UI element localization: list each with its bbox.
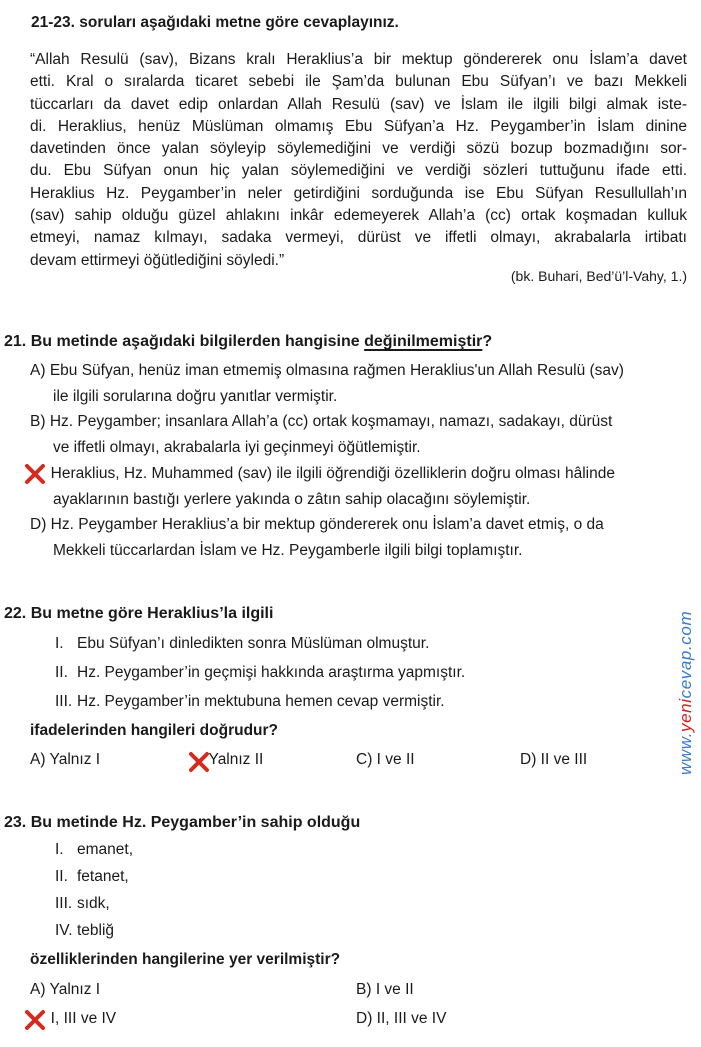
q21-option-c[interactable] xyxy=(30,461,690,512)
passage-line: di. Heraklius, henüz Müslüman olmamış Ebu Süfyan’a Hz. Peygamber’in İslam dinine xyxy=(30,117,687,135)
site-watermark xyxy=(676,611,696,775)
option-text: ile ilgili sorularına doğru yanıtlar vermiştir. xyxy=(53,387,338,405)
passage-source: (bk. Buhari, Bed’ü’l-Vahy, 1.) xyxy=(510,268,687,284)
q23-option-d[interactable] xyxy=(356,1010,446,1028)
passage-line: devam ettirmeyi öğütlediğini söyledi.” xyxy=(30,251,285,269)
statement-text: emanet, xyxy=(77,841,134,858)
statement-roman: IV. xyxy=(55,922,73,939)
question-number: 22. xyxy=(4,605,27,622)
statement-text: Hz. Peygamber’in geçmişi hakkında araştırma yapmıştır. xyxy=(77,664,466,681)
question-23-stem xyxy=(4,814,360,832)
statement-text: Ebu Süfyan’ı dinledikten sonra Müslüman olmuştur. xyxy=(77,635,430,652)
option-text: Yalnız I xyxy=(49,751,101,768)
q22-statement xyxy=(55,635,429,653)
option-letter: A) xyxy=(30,981,46,998)
statement-roman: II. xyxy=(55,664,68,681)
section-instruction: 21-23. soruları aşağıdaki metne göre cevaplayınız. xyxy=(31,14,399,31)
selected-answer-cross-icon xyxy=(188,751,210,773)
option-letter: B) xyxy=(30,413,46,430)
q21-option-d[interactable] xyxy=(30,512,690,563)
passage-line: etmeyi, namaz kılmayı, sadaka vermeyi, dürüst ve iffetli olmayı, akrabalarla irtibatı xyxy=(30,229,687,247)
statement-roman: I. xyxy=(55,635,64,652)
passage-line: Heraklius Hz. Peygamber’in neler getirdiğini sorduğunda ise Ebu Süfyan Resullullah’ın xyxy=(30,184,687,202)
selected-answer-cross-icon xyxy=(24,463,46,485)
watermark-red: yeni xyxy=(676,698,695,732)
option-text: Yalnız I xyxy=(49,981,101,998)
statement-text: fetanet, xyxy=(77,868,129,885)
option-text: Mekkeli tüccarlardan İslam ve Hz. Peygamberle ilgili bilgi toplamıştır. xyxy=(53,541,523,559)
statement-roman: II. xyxy=(55,868,68,885)
q23-option-a[interactable] xyxy=(30,981,100,999)
option-letter: B) xyxy=(356,981,372,998)
passage-line: davetinden önce yalan söyleyip söylemediğini ve verdiği sözü bozup bozmadığını sor- xyxy=(30,140,687,158)
question-number: 23. xyxy=(4,814,27,831)
stem-underlined: değinilmemiştir xyxy=(364,333,483,350)
reading-passage xyxy=(30,49,687,272)
option-letter: D) xyxy=(356,1010,373,1027)
q22-option-d[interactable] xyxy=(520,751,587,769)
stem-end: ? xyxy=(482,333,493,350)
question-21-stem xyxy=(4,333,492,351)
option-text: I ve II xyxy=(376,751,415,768)
stem-text: Bu metinde aşağıdaki bilgilerden hangisine xyxy=(30,333,365,350)
option-text: Hz. Peygamber Heraklius’a bir mektup göndererek onu İslam’a davet etmiş, o da xyxy=(50,516,604,533)
statement-roman: III. xyxy=(55,895,73,912)
statement-text: Hz. Peygamber’in mektubuna hemen cevap vermiştir. xyxy=(77,693,445,710)
watermark-suffix: cevap.com xyxy=(676,610,695,699)
passage-line: “Allah Resulü (sav), Bizans kralı Heraklius’a bir mektup göndererek onu İslam’a davet xyxy=(30,51,687,68)
q22-option-a[interactable] xyxy=(30,751,100,769)
question-number: 21. xyxy=(4,333,27,350)
option-text: Yalnız II xyxy=(208,751,264,768)
q23-statement xyxy=(55,841,133,859)
watermark-prefix: www. xyxy=(676,731,695,775)
statement-roman: I. xyxy=(55,841,64,858)
q22-statement xyxy=(55,693,445,711)
option-text: Hz. Peygamber; insanlara Allah’a (cc) ortak koşmamayı, namazı, sadakayı, dürüst xyxy=(49,413,613,430)
q23-statement xyxy=(55,922,114,940)
option-text: I, III ve IV xyxy=(50,1010,117,1027)
option-letter: D) xyxy=(30,516,47,533)
q22-statement xyxy=(55,664,465,682)
passage-line: tüccarları da davet edip onlardan Allah Resulü (sav) ve İslam ile ilgili bilgi almak iste- xyxy=(30,95,687,113)
question-22-stem xyxy=(4,605,273,623)
statement-text: sıdk, xyxy=(77,895,110,912)
q22-question: ifadelerinden hangileri doğrudur? xyxy=(30,722,279,739)
option-letter: A) xyxy=(30,362,46,379)
q23-statement xyxy=(55,895,110,913)
option-text: Heraklius, Hz. Muhammed (sav) ile ilgili öğrendiği özelliklerin doğru olması hâlinde xyxy=(50,465,615,482)
q21-option-a[interactable] xyxy=(30,358,690,409)
q23-option-b[interactable] xyxy=(356,981,414,999)
q23-statement xyxy=(55,868,129,886)
option-text: II, III ve IV xyxy=(376,1010,447,1027)
passage-line: du. Ebu Süfyan onun hiç yalan söylemediğini ve verdiği sözleri tuttuğunu ifade etti. xyxy=(30,162,687,180)
stem-text: Bu metne göre Heraklius’la ilgili xyxy=(30,605,274,622)
q21-option-b[interactable] xyxy=(30,409,690,460)
option-text: ve iffetli olmayı, akrabalarla iyi geçinmeyi öğütlemiştir. xyxy=(53,438,421,456)
option-letter: A) xyxy=(30,751,46,768)
option-text: I ve II xyxy=(375,981,414,998)
option-letter: D) xyxy=(520,751,537,768)
passage-line: etti. Kral o sıralarda ticaret sebebi ile Şam’da bulunan Ebu Süfyan’ı ve bazı Mekkeli xyxy=(30,73,687,91)
statement-roman: III. xyxy=(55,693,73,710)
option-text: ayaklarının bastığı yerlere yakında o zâtın sahip olacağını söylemiştir. xyxy=(53,490,531,508)
option-letter: C) xyxy=(356,751,373,768)
statement-text: tebliğ xyxy=(77,922,115,939)
passage-line: (sav) sahip olduğu güzel ahlakını inkâr edemeyerek Allah’a (cc) ortak koşmadan kulluk xyxy=(30,207,687,225)
option-text: II ve III xyxy=(540,751,588,768)
q22-option-c[interactable] xyxy=(356,751,415,769)
selected-answer-cross-icon xyxy=(24,1009,46,1031)
q23-question: özelliklerinden hangilerine yer verilmiştir? xyxy=(30,951,341,968)
stem-text: Bu metinde Hz. Peygamber’in sahip olduğu xyxy=(30,814,361,831)
option-text: Ebu Süfyan, henüz iman etmemiş olmasına rağmen Heraklius'un Allah Resulü (sav) xyxy=(49,362,624,379)
